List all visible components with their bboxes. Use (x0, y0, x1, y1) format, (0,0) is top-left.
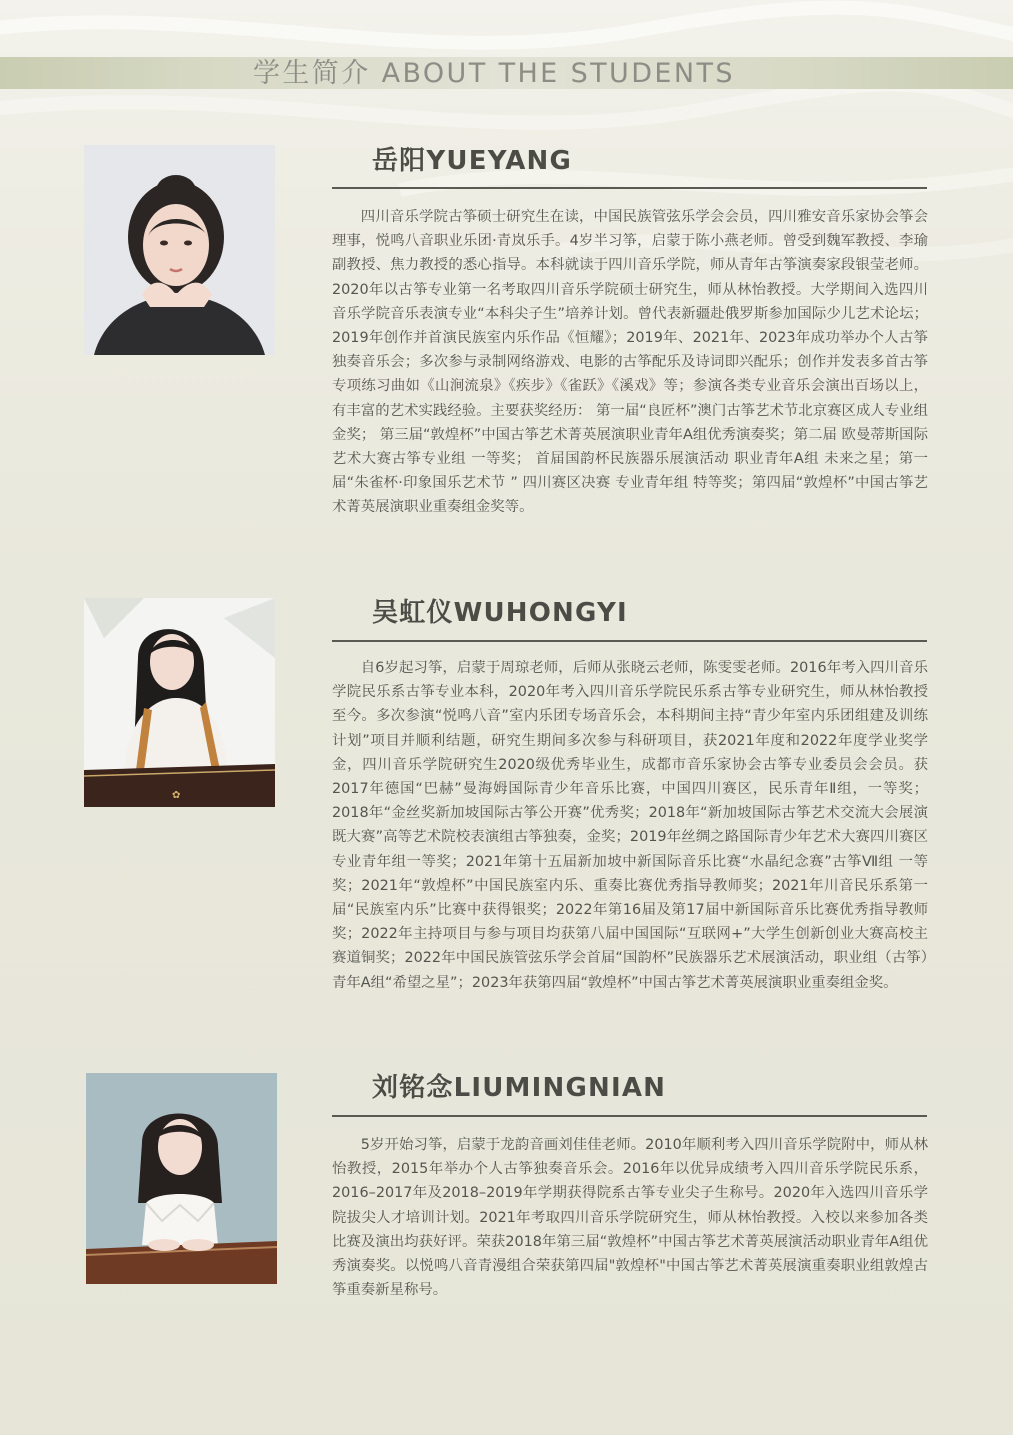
student-name: 岳阳YUEYANG (372, 146, 573, 176)
student-photo-liumingnian (86, 1073, 277, 1284)
student-photo-wuhongyi (84, 598, 275, 807)
name-divider (332, 640, 927, 642)
student-name: 刘铭念LIUMINGNIAN (372, 1073, 667, 1103)
name-divider (332, 187, 927, 189)
student-bio: 四川音乐学院古筝硕士研究生在读，中国民族管弦乐学会会员，四川雅安音乐家协会筝会理事，悦鸣八音职业乐团·青岚乐手。4岁半习筝，启蒙于陈小燕老师。曾受到魏军教授、李瑜副教授、焦力教授的悉心指导。本科就读于四川音乐学院，师从青年古筝演奏家段银莹老师。2020年以古筝专业第一名考取四川音乐学院硕士研究生，师从林怡教授。大学期间入选四川音乐学院音乐表演专业“本科尖子生”培养计划。曾代表新疆赴俄罗斯参加国际少儿艺术论坛；2019年创作并首演民族室内乐作品《恒耀》；2019年、2021年、2023年成功举办个人古筝独奏音乐会；多次参与录制网络游戏、电影的古筝配乐及诗词即兴配乐；创作并发表多首古筝专项练习曲如《山涧流泉》《疾步》《雀跃》《溪戏》等；参演各类专业音乐会演出百场以上，有丰富的艺术实践经验。主要获奖经历： 第一届“良匠杯”澳门古筝艺术节北京赛区成人专业组 金奖； 第三届“敦煌杯”中国古筝艺术菁英展演职业青年A组优秀演奏奖；第二届 欧曼蒂斯国际艺术大赛古筝专业组 一等奖； 首届国韵杯民族器乐展演活动 职业青年A组 未来之星；第一届“朱雀杯·印象国乐艺术节 ” 四川赛区决赛 专业青年组 特等奖；第四届“敦煌杯”中国古筝艺术菁英展演职业重奏组金奖等。 (332, 209, 928, 516)
student-photo-yueyang (84, 145, 275, 355)
page-title: 学生简介 ABOUT THE STUDENTS (253, 58, 735, 89)
name-divider (332, 1115, 927, 1117)
student-bio: 自6岁起习筝，启蒙于周琼老师，后师从张晓云老师，陈雯雯老师。2016年考入四川音乐学院民乐系古筝专业本科，2020年考入四川音乐学院民乐系古筝专业研究生，师从林怡教授至今。多次参演“悦鸣八音”室内乐团专场音乐会，本科期间主持“青少年室内乐团组建及训练计划”项目并顺利结题，研究生期间多次参与科研项目，获2021年度和2022年度学业奖学金，四川音乐学院研究生2020级优秀毕业生，成都市音乐家协会古筝专业委员会会员。获2017年德国“巴赫”曼海姆国际青少年音乐比赛，中国四川赛区，民乐青年Ⅱ组，一等奖；2018年“金丝奖新加坡国际古筝公开赛”优秀奖；2018年“新加坡国际古筝艺术交流大会展演既大赛”高等艺术院校表演组古筝独奏，金奖；2019年丝绸之路国际青少年艺术大赛四川赛区专业青年组一等奖；2021年第十五届新加坡中新国际音乐比赛“水晶纪念赛”古筝Ⅶ组 一等奖；2021年“敦煌杯”中国民族室内乐、重奏比赛优秀指导教师奖；2021年川音民乐系第一届“民族室内乐”比赛中获得银奖；2022年第16届及第17届中新国际音乐比赛优秀指导教师奖；2022年主持项目与参与项目均获第八届中国国际“互联网+”大学生创新创业大赛高校主赛道铜奖；2022年中国民族管弦乐学会首届“国韵杯”民族器乐艺术展演活动，职业组（古筝）青年A组“希望之星”；2023年获第四届“敦煌杯”中国古筝艺术菁英展演职业重奏组金奖。 (332, 660, 928, 991)
svg-text:✿: ✿ (172, 790, 181, 801)
student-name: 吴虹仪WUHONGYI (372, 598, 628, 628)
student-bio: 5岁开始习筝，启蒙于龙韵音画刘佳佳老师。2010年顺利考入四川音乐学院附中，师从林怡教授，2015年举办个人古筝独奏音乐会。2016年以优异成绩考入四川音乐学院民乐系，2016–2017年及2018–2019年学期获得院系古筝专业尖子生称号。2020年入选四川音乐学院拔尖人才培训计划。2021年考取四川音乐学院研究生，师从林怡教授。入校以来参加各类比赛及演出均获好评。荣获2018年第三届“敦煌杯”中国古筝艺术菁英展演活动职业青年A组优秀演奏奖。以悦鸣八音青漫组合荣获第四届"敦煌杯"中国古筝艺术菁英展演重奏职业组敦煌古筝重奏新星称号。 (332, 1137, 928, 1299)
